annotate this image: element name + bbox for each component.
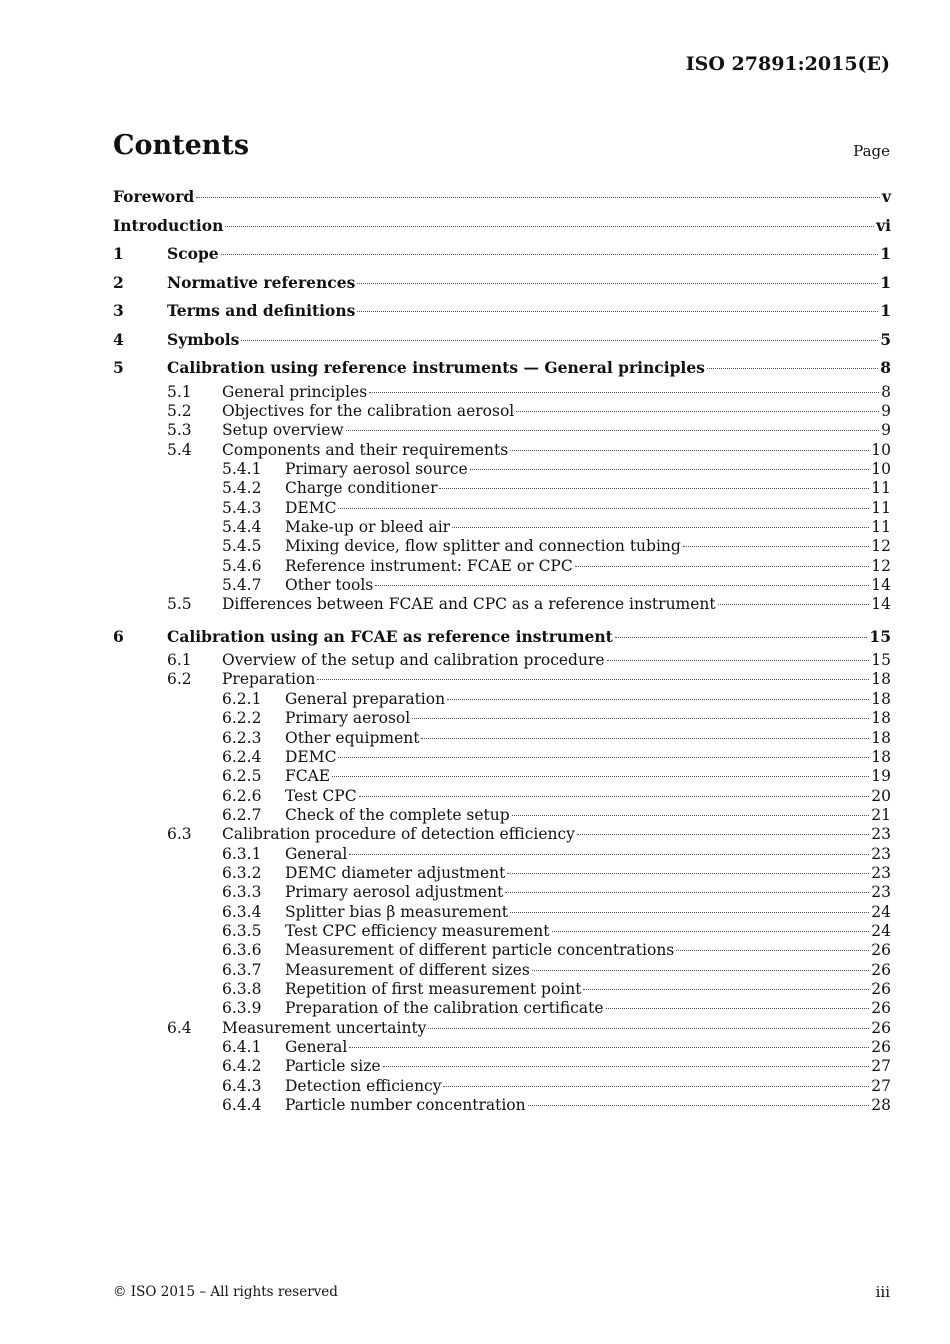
dot-leader — [241, 339, 878, 341]
toc-entry-page: 10 — [871, 440, 891, 459]
toc-entry-number: 5.4.3 — [222, 498, 262, 517]
toc-entry[interactable] — [113, 922, 891, 941]
document-id: ISO 27891:2015(E) — [685, 53, 890, 75]
toc-entry-title: Normative references — [167, 272, 356, 292]
toc-entry[interactable] — [113, 441, 891, 460]
toc-entry-title: DEMC — [285, 498, 337, 517]
table-of-contents — [113, 183, 891, 1115]
toc-entry-title: Foreword — [113, 187, 195, 206]
dot-leader — [510, 449, 869, 451]
toc-entry[interactable] — [113, 941, 891, 960]
toc-entry-page: 18 — [871, 689, 891, 708]
toc-entry[interactable] — [113, 787, 891, 806]
toc-entry-title: General principles — [222, 382, 368, 401]
toc-entry-number: 6.3 — [167, 825, 192, 844]
toc-entry-title: Scope — [167, 244, 219, 263]
toc-entry-page: 20 — [871, 786, 891, 805]
toc-entry-page: 26 — [871, 1018, 891, 1037]
toc-entry-page: 23 — [871, 825, 891, 844]
toc-entry-title: Repetition of first measurement point — [285, 979, 582, 998]
toc-entry-page: 23 — [871, 883, 891, 902]
toc-entry[interactable] — [113, 845, 891, 864]
toc-entry[interactable] — [113, 806, 891, 825]
toc-entry-page: 12 — [871, 556, 891, 575]
dot-leader — [516, 410, 879, 412]
toc-entry-page: 26 — [871, 941, 891, 960]
toc-entry-page: 11 — [871, 479, 891, 498]
toc-entry-number: 5.3 — [167, 421, 192, 440]
toc-entry-number: 6.3.9 — [222, 999, 262, 1018]
toc-entry[interactable] — [113, 670, 891, 689]
toc-entry-title: Components and their requirements — [222, 440, 509, 459]
dot-leader — [552, 930, 870, 932]
toc-entry[interactable] — [113, 537, 891, 556]
toc-entry[interactable] — [113, 767, 891, 786]
dot-leader — [383, 1065, 870, 1067]
toc-entry[interactable] — [113, 557, 891, 576]
toc-entry-title: Primary aerosol — [285, 709, 411, 728]
toc-entry-title: Introduction — [113, 215, 224, 235]
toc-entry-page: 8 — [880, 358, 891, 377]
dot-leader — [317, 678, 869, 680]
toc-entry-number: 6.3.8 — [222, 979, 262, 998]
toc-entry-page: 18 — [871, 709, 891, 728]
toc-entry[interactable] — [113, 402, 891, 421]
toc-entry[interactable] — [113, 1077, 891, 1096]
dot-leader — [443, 1085, 869, 1087]
dot-leader — [369, 391, 879, 393]
dot-leader — [510, 911, 869, 913]
toc-entry-page: 14 — [871, 575, 891, 594]
toc-entry-page: 27 — [871, 1076, 891, 1095]
dot-leader — [225, 225, 874, 227]
toc-entry-title: DEMC — [285, 747, 337, 766]
toc-entry-title: Symbols — [167, 329, 240, 349]
toc-entry-title: Particle size — [285, 1057, 381, 1076]
dot-leader — [412, 717, 869, 719]
toc-entry[interactable] — [113, 623, 891, 652]
toc-entry-number: 6.4.2 — [222, 1057, 262, 1076]
toc-entry-title: Test CPC efficiency measurement — [285, 921, 550, 940]
toc-entry[interactable] — [113, 576, 891, 595]
toc-entry-page: 24 — [871, 921, 891, 940]
toc-entry-page: 21 — [871, 805, 891, 824]
dot-leader — [359, 795, 870, 797]
dot-leader — [683, 545, 869, 547]
toc-entry-title: Preparation of the calibration certificate — [285, 999, 604, 1018]
toc-entry-page: 23 — [871, 863, 891, 882]
toc-entry-title: Make-up or bleed air — [285, 517, 451, 536]
dot-leader — [676, 949, 869, 951]
toc-entry[interactable] — [113, 479, 891, 498]
toc-entry-number: 6.3.5 — [222, 921, 262, 940]
toc-entry-page: 28 — [871, 1096, 891, 1115]
toc-entry-title: General — [285, 844, 348, 863]
toc-entry[interactable] — [113, 595, 891, 614]
toc-entry-page: 14 — [871, 595, 891, 614]
dot-leader — [447, 698, 869, 700]
dot-leader — [505, 891, 869, 893]
toc-entry-title: Calibration procedure of detection efficiency — [222, 825, 575, 844]
toc-entry-title: Check of the complete setup — [285, 805, 510, 824]
toc-entry-title: FCAE — [285, 767, 331, 786]
toc-entry[interactable] — [113, 729, 891, 748]
toc-entry-number: 6.2.2 — [222, 709, 262, 728]
toc-entry-number: 1 — [113, 244, 124, 263]
toc-entry[interactable] — [113, 1019, 891, 1038]
toc-entry-number: 5.4.1 — [222, 459, 262, 478]
toc-entry-title: Primary aerosol source — [285, 459, 468, 478]
toc-entry-page: 19 — [871, 767, 891, 786]
toc-entry-number: 5.4.2 — [222, 479, 262, 498]
toc-entry-title: Overview of the setup and calibration procedure — [222, 651, 605, 670]
toc-entry-number: 5 — [113, 358, 124, 377]
dot-leader — [357, 282, 878, 284]
toc-entry-page: 5 — [880, 329, 891, 349]
toc-entry[interactable] — [113, 864, 891, 883]
toc-entry-number: 5.4.7 — [222, 575, 262, 594]
toc-entry-page: 12 — [871, 537, 891, 556]
toc-entry[interactable] — [113, 499, 891, 518]
toc-entry-number: 6.2.3 — [222, 728, 262, 747]
toc-entry-page: 9 — [881, 401, 891, 420]
dot-leader — [507, 872, 869, 874]
toc-entry[interactable] — [113, 903, 891, 922]
dot-leader — [349, 853, 869, 855]
toc-entry-page: 23 — [871, 844, 891, 863]
toc-entry-page: 27 — [871, 1057, 891, 1076]
toc-entry[interactable] — [113, 518, 891, 537]
dot-leader — [428, 1027, 869, 1029]
toc-entry-page: 10 — [871, 459, 891, 478]
toc-entry[interactable] — [113, 354, 891, 383]
toc-entry-title: Objectives for the calibration aerosol — [222, 401, 515, 420]
toc-entry-title: Preparation — [222, 670, 316, 689]
dot-leader — [583, 988, 869, 990]
page-number: iii — [875, 1283, 890, 1301]
toc-entry-title: General preparation — [285, 689, 446, 708]
toc-entry[interactable] — [113, 460, 891, 479]
toc-entry-title: Primary aerosol adjustment — [285, 883, 504, 902]
toc-entry[interactable] — [113, 980, 891, 999]
dot-leader — [606, 1007, 870, 1009]
dot-leader — [707, 367, 878, 369]
toc-entry-number: 5.4.6 — [222, 556, 262, 575]
toc-entry-number: 6.3.2 — [222, 863, 262, 882]
toc-entry-number: 2 — [113, 272, 124, 292]
toc-entry-title: Test CPC — [285, 786, 357, 805]
toc-entry-title: General — [285, 1038, 348, 1056]
toc-entry-title: Reference instrument: FCAE or CPC — [285, 556, 573, 575]
toc-entry-title: Other tools — [285, 575, 374, 594]
toc-entry-page: 9 — [881, 421, 891, 440]
toc-entry-title: DEMC diameter adjustment — [285, 863, 506, 882]
dot-leader — [439, 487, 869, 489]
toc-entry[interactable] — [113, 326, 891, 355]
dot-leader — [607, 659, 870, 661]
dot-leader — [332, 775, 869, 777]
dot-leader — [346, 429, 879, 431]
dot-leader — [718, 603, 870, 605]
toc-entry[interactable] — [113, 240, 891, 269]
toc-entry[interactable] — [113, 748, 891, 767]
page-column-label: Page — [853, 142, 890, 160]
toc-entry-page: 15 — [869, 626, 891, 646]
toc-entry-number: 5.4.4 — [222, 517, 262, 536]
toc-entry[interactable] — [113, 999, 891, 1018]
toc-entry-page: 1 — [880, 301, 891, 320]
toc-entry-title: Calibration using an FCAE as reference instrument — [167, 626, 613, 646]
toc-entry-number: 6.2.4 — [222, 747, 262, 766]
toc-entry-number: 6.4.3 — [222, 1076, 262, 1095]
toc-entry-page: 11 — [871, 498, 891, 517]
dot-leader — [452, 526, 869, 528]
toc-entry-number: 6.2.6 — [222, 786, 262, 805]
toc-entry-page: 26 — [871, 1038, 891, 1056]
dot-leader — [575, 565, 870, 567]
toc-entry-number: 5.2 — [167, 401, 192, 420]
dot-leader — [470, 468, 870, 470]
toc-entry-number: 6 — [113, 626, 124, 646]
toc-entry-page: vi — [876, 215, 891, 235]
toc-entry[interactable] — [113, 883, 891, 902]
toc-entry-title: Calibration using reference instruments — General principles — [167, 358, 705, 377]
toc-entry-title: Other equipment — [285, 728, 420, 747]
toc-entry-page: 1 — [880, 244, 891, 263]
toc-entry-page: 15 — [871, 651, 891, 670]
toc-entry-number: 6.4.1 — [222, 1038, 262, 1056]
toc-entry-number: 6.4 — [167, 1018, 192, 1037]
dot-leader — [532, 969, 869, 971]
toc-entry-title: Differences between FCAE and CPC as a reference instrument — [222, 595, 716, 614]
toc-entry-page: 26 — [871, 960, 891, 979]
dot-leader — [196, 196, 880, 198]
toc-entry[interactable] — [113, 421, 891, 440]
toc-entry[interactable] — [113, 651, 891, 670]
toc-entry-page: 26 — [871, 979, 891, 998]
toc-entry[interactable] — [113, 1057, 891, 1076]
dot-leader — [512, 814, 870, 816]
toc-entry-page: 18 — [871, 728, 891, 747]
toc-entry-page: 1 — [880, 272, 891, 292]
toc-entry-page: 24 — [871, 902, 891, 921]
toc-entry-number: 5.5 — [167, 595, 192, 614]
toc-entry-number: 6.3.7 — [222, 960, 262, 979]
toc-entry-page: 26 — [871, 999, 891, 1018]
toc-entry[interactable] — [113, 269, 891, 298]
toc-entry-title: Measurement of different particle concentrations — [285, 941, 675, 960]
toc-entry-number: 5.4 — [167, 440, 192, 459]
toc-entry-number: 5.1 — [167, 382, 192, 401]
toc-entry-number: 6.2.1 — [222, 689, 262, 708]
toc-entry[interactable] — [113, 825, 891, 844]
toc-entry-title: Setup overview — [222, 421, 344, 440]
toc-entry[interactable] — [113, 297, 891, 326]
dot-leader — [338, 507, 869, 509]
toc-entry-number: 6.3.4 — [222, 902, 262, 921]
toc-entry-title: Measurement uncertainty — [222, 1018, 427, 1037]
toc-entry[interactable] — [113, 690, 891, 709]
toc-entry[interactable] — [113, 183, 891, 212]
copyright-notice: © ISO 2015 – All rights reserved — [113, 1284, 338, 1300]
toc-entry-number: 4 — [113, 329, 124, 349]
toc-entry-number: 6.3.6 — [222, 941, 262, 960]
toc-entry-title: Splitter bias β measurement — [285, 902, 509, 921]
dot-leader — [528, 1104, 870, 1106]
toc-entry-number: 3 — [113, 301, 124, 320]
dot-leader — [577, 833, 869, 835]
toc-entry-page: 11 — [871, 517, 891, 536]
toc-entry[interactable] — [113, 212, 891, 241]
toc-entry-page: v — [881, 187, 891, 206]
toc-entry[interactable] — [113, 383, 891, 402]
dot-leader — [349, 1046, 869, 1048]
dot-leader — [421, 737, 869, 739]
dot-leader — [615, 636, 868, 638]
toc-entry[interactable] — [113, 1096, 891, 1115]
toc-entry-page: 18 — [871, 670, 891, 689]
toc-entry-number: 6.3.1 — [222, 844, 262, 863]
dot-leader — [357, 310, 878, 312]
toc-entry-number: 6.4.4 — [222, 1096, 262, 1115]
toc-entry-number: 6.2.7 — [222, 805, 262, 824]
toc-entry[interactable] — [113, 1038, 891, 1057]
toc-entry-number: 5.4.5 — [222, 537, 262, 556]
page-title: Contents — [113, 130, 250, 161]
toc-entry-number: 6.3.3 — [222, 883, 262, 902]
toc-entry[interactable] — [113, 709, 891, 728]
toc-entry-title: Charge conditioner — [285, 479, 438, 498]
dot-leader — [338, 756, 869, 758]
toc-entry-page: 18 — [871, 747, 891, 766]
toc-entry-title: Mixing device, flow splitter and connection tubing — [285, 537, 681, 556]
toc-entry[interactable] — [113, 961, 891, 980]
toc-entry-title: Particle number concentration — [285, 1096, 526, 1115]
dot-leader — [375, 584, 869, 586]
toc-entry-title: Terms and definitions — [167, 301, 356, 320]
toc-entry-title: Measurement of different sizes — [285, 960, 530, 979]
toc-entry-number: 6.2.5 — [222, 767, 262, 786]
dot-leader — [221, 253, 879, 255]
toc-entry-title: Detection efficiency — [285, 1076, 442, 1095]
toc-entry-page: 8 — [881, 382, 891, 401]
toc-entry-number: 6.1 — [167, 651, 192, 670]
toc-entry-number: 6.2 — [167, 670, 192, 689]
